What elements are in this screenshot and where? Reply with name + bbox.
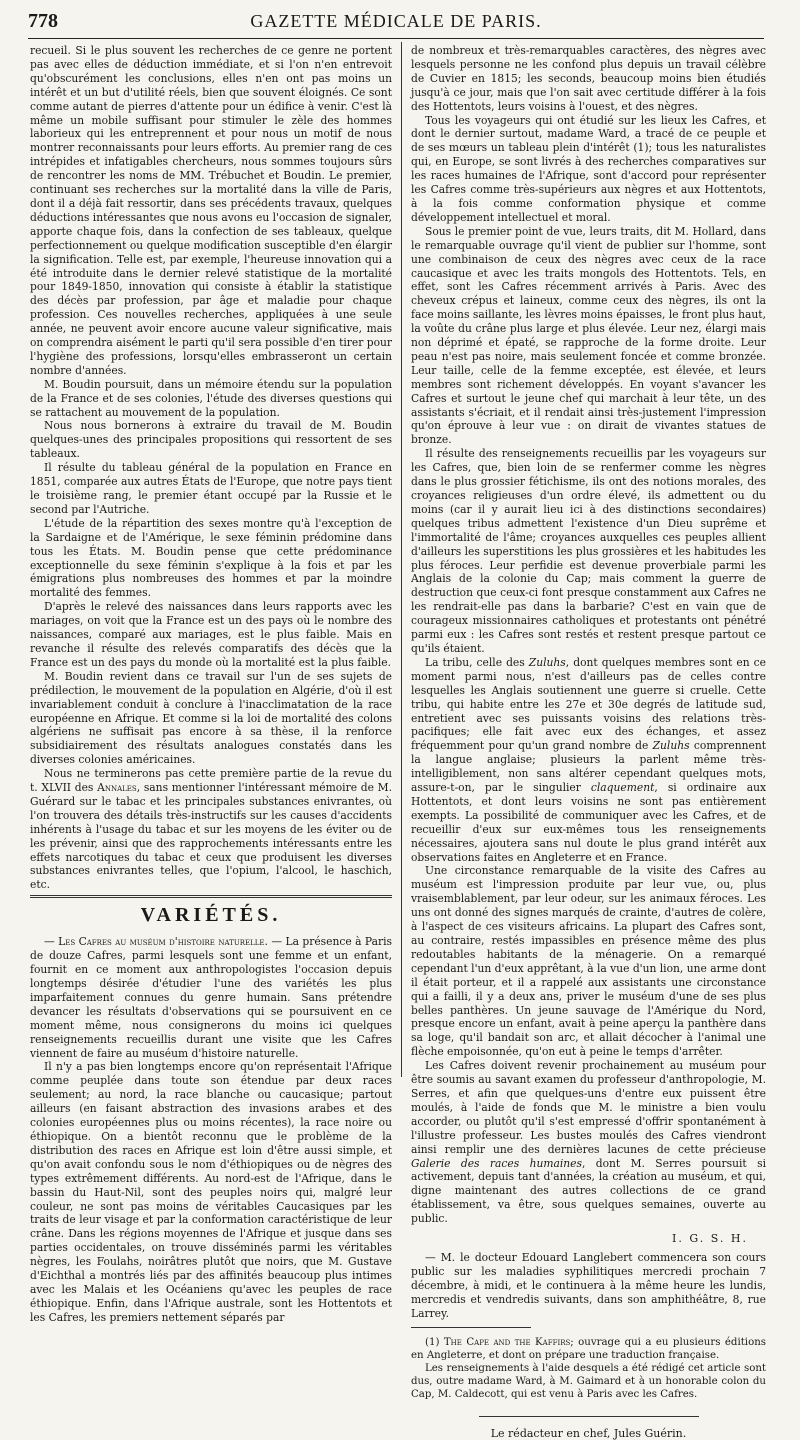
text-run: , dont M. Serres poursuit si activement, depuis tant d'années, la création au muséum, et qui, digne maintenant des autres collections de ce grand établissement, va être, sous quelques semaines, ouverte au public. <box>411 1156 766 1226</box>
paragraph: D'après le relevé des naissances dans leurs rapports avec les mariages, on voit que la France est un des pays où le nombre des naissances, comparé aux mariages, est le plus faible. Mais en revanche il résulte des relevés comparatifs des décès que la France est un des pays du monde où la mortalité est la plus faible. <box>30 600 392 669</box>
column-divider <box>401 42 402 1077</box>
paragraph: Tous les voyageurs qui ont étudié sur les lieux les Cafres, et dont le dernier surtout, madame Ward, a tracé de ce peuple et de ses mœurs un tableau plein d'intérêt (1); tous les naturalistes qui, en Europe, se sont livrés à des recherches comparatives sur les races humaines de l'Afrique, sont d'accord pour représenter les Cafres comme très-supérieurs aux nègres et aux Hottentots, à la fois comme conformation physique et comme développement intellectuel et moral. <box>411 113 766 224</box>
paragraph: Il résulte du tableau général de la population en France en 1851, comparée aux autres États de l'Europe, que notre pays tient le troisième rang, le premier étant occupé par la Russie et le second par l'Autriche. <box>30 461 392 516</box>
page-header <box>28 10 764 36</box>
paragraph: Sous le premier point de vue, leurs traits, dit M. Hollard, dans le remarquable ouvrage qu'il vient de publier sur l'homme, sont une combinaison de ceux des nègres avec ceux de la race caucasique et avec les traits mongols des Hottentots. Tels, en effet, sont les Cafres récemment arrivés à Paris. Avec des cheveux crépus et laineux, comme ceux des nègres, ils ont la face moins saillante, les lèvres moins épaisses, le front plus haut, la voûte du crâne plus large et plus élevée. Leur nez, élargi mais non déprimé et épaté, se rapproche de la forme droite. Leur peau n'est pas noire, mais seulement foncée et comme bronzée. Leur taille, celle de la femme exceptée, est élevée, et leurs membres sont richement développés. En voyant s'avancer les Cafres et surtout le jeune chef qui marchait à leur tête, un des assistants s'écriait, et il rendait ainsi très-justement l'impression qu'on éprouve à leur vue : on dirait de vivantes statues de bronze. <box>411 224 766 447</box>
paragraph <box>30 767 392 892</box>
paragraph: Il n'y a pas bien longtemps encore qu'on représentait l'Afrique comme peuplée dans toute son étendue par deux races seulement; au nord, la race blanche ou caucasique; partout ailleurs (en faisant abstraction des invasions arabes et des colonies européennes plus ou moins récentes), la race noire ou éthiopique. On a bientôt reconnu que le problème de la distribution des races en Afrique est loin d'être aussi simple, et qu'on avait confondu sous le nom d'éthiopiques ou de nègres des types extrêmement différents. Au nord-est de l'Afrique, dans le bassin du Haut-Nil, sont des peuples noirs qui, malgré leur couleur, ne sont pas moins de véritables Caucasiques par les traits de leur visage et par la conformation caractéristique de leur crâne. Dans les régions moyennes de l'Afrique et jusque dans ses parties occidentales, on trouve disséminés parmi les véritables nègres, les Foulahs, noirâtres plutôt que noirs, que M. Gustave d'Eichthal a montrés liés par des affinités beaucoup plus intimes avec les Malais et les Océaniens qu'avec les peuples de race éthiopique. Enfin, dans l'Afrique australe, sont les Hottentots et les Cafres, les premiers nettement séparés par <box>30 1060 392 1324</box>
paragraph <box>411 656 766 865</box>
right-column <box>411 44 767 1440</box>
text-run: , dont quelques membres sont en ce moment parmi nous, n'est d'ailleurs pas de celles contre lesquelles les Anglais soutiennent une guerre si cruelle. Cette tribu, qui habite entre les 27e et 30e degrés de latitude sud, entretient avec ses puissants voisins des relations très-pacifiques; elle fait avec eux des échanges, et assez fréquemment pour qu'un grand nombre de <box>411 655 766 753</box>
text-run: Les Cafres doivent revenir prochainement au muséum pour être soumis au savant examen du professeur d'anthropologie, M. Serres, et afin que quelques-uns d'entre eux puissent être moulés, à l'aide de fonds que M. le ministre a bien voulu accorder, ou plutôt qu'il s'est empressé d'offrir spontanément à l'illustre professeur. Les bustes moulés des Cafres viendront ainsi remplir une des dernières lacunes de cette précieuse <box>411 1059 766 1156</box>
text-run: Nous ne terminerons pas cette première partie de la revue du t. XLVII des <box>30 767 392 795</box>
editor-line: Le rédacteur en chef, Jules Guérin. <box>490 1426 687 1440</box>
text-run: , si ordinaire aux Hottentots, et dont leurs voisins ne sont pas entièrement exempts. La possibilité de communiquer avec les Cafres, et de recueillir d'eux sur eux-mêmes tous les renseignements nécessaires, ajoutera sans nul doute le plus grand intérêt aux observations faites en Angleterre et en France. <box>411 781 766 864</box>
paragraph: L'étude de la répartition des sexes montre qu'à l'exception de la Sardaigne et de l'Amérique, le sexe féminin prédomine dans tous les États. M. Boudin pense que cette prédominance exceptionnelle du sexe féminin s'explique à la fois et par les émigrations plus nombreuses des hommes et par la moindre mortalité des femmes. <box>30 516 392 600</box>
article-heading: — Les Cafres au muséum d'histoire naturelle. <box>44 935 268 949</box>
paragraph: recueil. Si le plus souvent les recherches de ce genre ne portent pas avec elles de déduction immédiate, et si l'on n'en entrevoit qu'obscurément les conclusions, elles n'en ont pas moins un intérêt et un but d'utilité réels, bien que souvent éloignés. Ce sont comme autant de pierres d'attente pour un édifice à venir. C'est là même un mobile suffisant pour stimuler le zèle des hommes laborieux qui les entreprennent et pour nous un motif de nous montrer reconnaissants pour leurs efforts. Au premier rang de ces intrépides et infatigables chercheurs, nous sommes toujours sûrs de rencontrer les noms de MM. Trébuchet et Boudin. Le premier, continuant ses recherches sur la mortalité dans la ville de Paris, dont il a déjà fait ressortir, dans ses précédents travaux, quelques déductions intéressantes que nous avons eu l'occasion de signaler, apporte chaque fois, dans la confection de ses tableaux, quelque perfectionnement ou quelque modification susceptible d'en élargir la signification. Telle est, par exemple, l'heureuse innovation qui a été introduite dans le dernier relevé statistique de la mortalité pour 1849-1850, innovation qui consiste à établir la statistique des décès par profession, par âge et maladie pour chaque profession. Ces nouvelles recherches, appliquées à une seule année, ne peuvent avoir encore aucune valeur significative, mais on comprendra aisément le parti qu'il sera possible d'en tirer pour l'hygiène des professions, lorsqu'elles embrasseront un certain nombre d'années. <box>30 44 393 377</box>
paragraph: de nombreux et très-remarquables caractères, des nègres avec lesquels personne ne les confond plus depuis un travail célèbre de Cuvier en 1815; les seconds, beaucoup moins bien étudiés jusqu'à ce jour, mais que l'on sait avec certitude différer à la fois des Hottentots, leurs voisins à l'ouest, et des nègres. <box>411 44 766 113</box>
journal-title: GAZETTE MÉDICALE DE PARIS. <box>250 11 542 31</box>
text-run: La tribu, celle des <box>425 655 529 669</box>
section-rule <box>30 895 392 898</box>
italic-term: Zuluhs <box>528 655 566 669</box>
section-title: VARIÉTÉS. <box>140 904 282 927</box>
footnote-rule <box>411 1327 531 1328</box>
annales-small-caps: Annales <box>97 781 137 795</box>
paragraph: — M. le docteur Edouard Langlebert commencera son cours public sur les maladies syphilitiques mercredi prochain 7 décembre, à midi, et le continuera à la même heure les lundis, mercredis et vendredis suivants, dans son amphithéâtre, 8, rue Larrey. <box>411 1251 766 1320</box>
footnotes <box>411 1336 766 1402</box>
italic-term: claquement <box>590 781 655 795</box>
text-run: comprennent la langue anglaise; plusieurs la parlent même très-intelligiblement, non sans altérer cependant quelques mots, assure-t-on, par le singulier <box>411 739 767 795</box>
book-title: The Cape and the Kaffirs <box>443 1336 571 1348</box>
left-column <box>30 44 393 1324</box>
footnote <box>411 1336 766 1362</box>
paragraph: Une circonstance remarquable de la visite des Cafres au muséum est l'impression produite par leur vue, ou, plus vraisemblablement, par leur odeur, sur les animaux féroces. Les uns ont donné des signes marqués de crainte, d'autres de colère, à l'aspect de ces visiteurs africains. La plupart des Cafres sont, au contraire, restés impassibles en présence même des plus redoutables habitants de la ménagerie. On a remarqué cependant l'un d'eux apprêtant, à la vue d'un lion, une arme dont il était porteur, et il a rappelé aux assistants une circonstance qui a failli, il y a deux ans, priver le muséum d'une de ses plus belles panthères. Un jeune sauvage de l'Amérique du Nord, presque encore un enfant, avait à peine aperçu la panthère dans sa loge, qu'il bandait son arc, et allait décocher à l'animal une flèche empoisonnée, qu'on eut à peine le temps d'arrêter. <box>411 864 766 1059</box>
paragraph <box>411 1059 766 1226</box>
italic-term: Galerie des races humaines <box>411 1156 582 1170</box>
text-run: — La présence à Paris de douze Cafres, parmi lesquels sont une femme et un enfant, fournit en ce moment aux anthropologistes l'occasion depuis longtemps désirée d'étudier l'une des variétés les plus imparfaitement connues du genre humain. Sans prétendre devancer les résultats d'observations qui se poursuivent en ce moment même, nous consignerons du moins ici quelques renseignements recueillis durant une visite que les Cafres viennent de faire au muséum d'histoire naturelle. <box>30 935 392 1060</box>
page-number: 778 <box>28 10 58 32</box>
footnote: Les renseignements à l'aide desquels a été rédigé cet article sont dus, outre madame Ward, à M. Gaimard et à un honorable colon du Cap, M. Caldecott, qui est venu à Paris avec les Cafres. <box>411 1362 766 1401</box>
paragraph: M. Boudin poursuit, dans un mémoire étendu sur la population de la France et de ses colonies, l'étude des diverses questions qui se rattachent au mouvement de la population. <box>30 377 392 419</box>
text-run: (1) <box>425 1336 444 1348</box>
italic-term: Zuluhs <box>652 739 690 753</box>
paragraph: Il résulte des renseignements recueillis par les voyageurs sur les Cafres, que, bien loin de se renfermer comme les nègres dans le plus grossier fétichisme, ils ont des notions morales, des croyances religieuses d'un ordre élevé, ils admettent ou du moins (car il y aurait lieu ici à des distinctions secondaires) quelques tribus admettent l'existence d'un Dieu suprême et l'immortalité de l'âme; croyances auxquelles ces peuples allient d'ailleurs les superstitions les plus grossières et les habitudes les plus féroces. Leur perfidie est devenue proverbiale parmi les Anglais de la colonie du Cap; mais comment la guerre de destruction que ceux-ci font presque constamment aux Cafres ne les rendrait-elle pas dans la barbarie? C'est en vain que de courageux missionnaires catholiques et protestants ont pénétré parmi eux : les Cafres sont restés et restent presque partout ce qu'ils étaient. <box>411 447 766 655</box>
text-run: ; ouvrage qui a eu plusieurs éditions en Angleterre, et dont on prépare une traduction française. <box>411 1336 766 1361</box>
text-run: , sans mentionner l'intéressant mémoire de M. Guérard sur le tabac et les principales substances enivrantes, où l'on trouvera des détails très-instructifs sur les causes d'accidents inhérents à l'usage du tabac et sur les moyens de les éviter ou de les prévenir, ainsi que des rapprochements intéressants entre les effets narcotiques du tabac et ceux que produisent les diverses substances enivrantes telles, que l'opium, l'alcool, le haschich, etc. <box>30 781 392 892</box>
article-lead-paragraph <box>30 935 392 1060</box>
header-rule <box>28 38 764 39</box>
paragraph: Nous nous bornerons à extraire du travail de M. Boudin quelques-unes des principales propositions qui ressortent de ses tableaux. <box>30 419 392 461</box>
paragraph: M. Boudin revient dans ce travail sur l'un de ses sujets de prédilection, le mouvement de la population en Algérie, d'où il est invariablement conduit à conclure à l'inacclimatation de la race européenne en Afrique. Et comme si la loi de mortalité des colons algériens ne suffisait pas encore à sa thèse, il la renforce subsidiairement des résultats analogues constatés dans les diverses colonies américaines. <box>30 669 392 767</box>
article-signature: I. G. S. H. <box>672 1232 748 1246</box>
editor-rule <box>479 1416 699 1417</box>
